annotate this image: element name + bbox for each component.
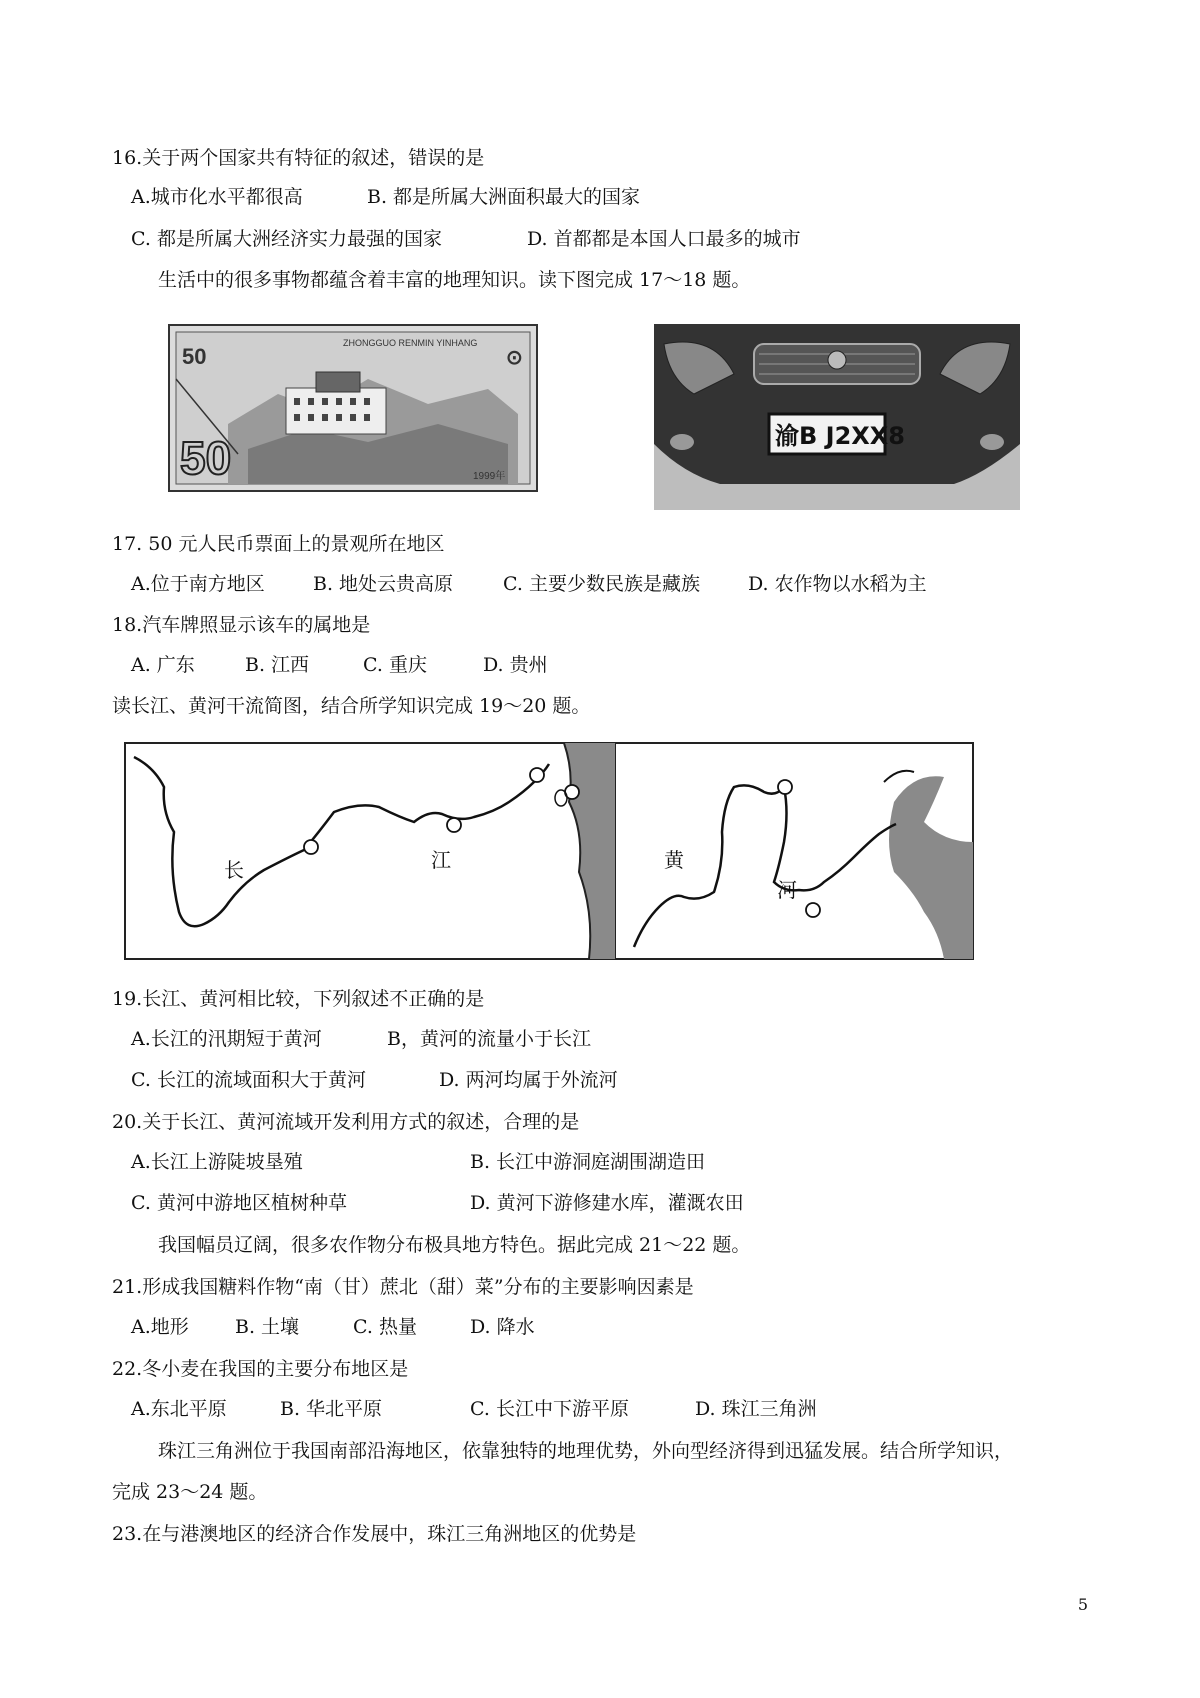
intro-23-24-line2: 完成 23～24 题。 [112, 1481, 268, 1503]
banknote-denomination-top: 50 [182, 344, 207, 369]
q19-option-b: B，黄河的流量小于长江 [387, 1028, 591, 1050]
q22-option-d: D. 珠江三角洲 [695, 1398, 817, 1420]
q20-option-b: B. 长江中游洞庭湖围湖造田 [470, 1151, 706, 1173]
yangtze-label-1: 长 [224, 858, 244, 882]
q19-option-d: D. 两河均属于外流河 [439, 1069, 618, 1091]
q22-option-c: C. 长江中下游平原 [470, 1398, 629, 1420]
q16-option-d: D. 首都都是本国人口最多的城市 [527, 228, 801, 250]
q22-option-a: A.东北平原 [131, 1398, 227, 1420]
yellow-river-label-1: 黄 [664, 848, 684, 872]
banknote-year: 1999年 [473, 471, 506, 482]
q16-option-a: A.城市化水平都很高 [131, 186, 303, 208]
q16-option-b: B. 都是所属大洲面积最大的国家 [367, 186, 641, 208]
q20-option-c: C. 黄河中游地区植树种草 [131, 1192, 347, 1214]
q16-stem: 16.关于两个国家共有特征的叙述，错误的是 [112, 147, 485, 169]
intro-21-22: 我国幅员辽阔，很多农作物分布极具地方特色。据此完成 21～22 题。 [158, 1234, 751, 1256]
q18-option-b: B. 江西 [245, 654, 310, 676]
q19-stem: 19.长江、黄河相比较，下列叙述不正确的是 [112, 988, 485, 1010]
q17-option-c: C. 主要少数民族是藏族 [503, 573, 700, 595]
rivers-map [124, 742, 974, 960]
banknote-denomination-big: 50 [180, 432, 232, 484]
intro-23-24-line1: 珠江三角洲位于我国南部沿海地区，依靠独特的地理优势，外向型经济得到迅猛发展。结合所学知识， [158, 1440, 1014, 1462]
q22-option-b: B. 华北平原 [280, 1398, 383, 1420]
q19-option-c: C. 长江的流域面积大于黄河 [131, 1069, 366, 1091]
q21-stem: 21.形成我国糖料作物“南（甘）蔗北（甜）菜”分布的主要影响因素是 [112, 1276, 694, 1298]
intro-17-18: 生活中的很多事物都蕴含着丰富的地理知识。读下图完成 17～18 题。 [158, 269, 751, 291]
q20-option-d: D. 黄河下游修建水库，灌溉农田 [470, 1192, 744, 1214]
page-number: 5 [1077, 1595, 1088, 1614]
q19-option-a: A.长江的汛期短于黄河 [131, 1028, 322, 1050]
q16-option-c: C. 都是所属大洲经济实力最强的国家 [131, 228, 442, 250]
svg-text:⊙: ⊙ [506, 347, 523, 369]
q20-stem: 20.关于长江、黄河流域开发利用方式的叙述，合理的是 [112, 1111, 580, 1133]
q17-stem: 17. 50 元人民币票面上的景观所在地区 [112, 533, 445, 555]
banknote-image [168, 324, 538, 492]
q18-stem: 18.汽车牌照显示该车的属地是 [112, 614, 371, 636]
banknote-top-text: ZHONGGUO RENMIN YINHANG [343, 338, 478, 348]
q18-option-a: A. 广东 [131, 654, 195, 676]
q17-option-a: A.位于南方地区 [131, 573, 265, 595]
q21-option-d: D. 降水 [470, 1316, 535, 1338]
q23-stem: 23.在与港澳地区的经济合作发展中，珠江三角洲地区的优势是 [112, 1523, 637, 1545]
q21-option-a: A.地形 [131, 1316, 189, 1338]
q21-option-c: C. 热量 [353, 1316, 417, 1338]
q18-option-d: D. 贵州 [483, 654, 548, 676]
yangtze-label-2: 江 [431, 848, 451, 872]
car-image [654, 324, 1020, 510]
q17-option-d: D. 农作物以水稻为主 [748, 573, 927, 595]
q18-option-c: C. 重庆 [363, 654, 427, 676]
license-plate-text: 渝B J2XX8 [775, 422, 905, 450]
q17-option-b: B. 地处云贵高原 [313, 573, 454, 595]
intro-19-20: 读长江、黄河干流简图，结合所学知识完成 19～20 题。 [112, 695, 591, 717]
yellow-river-label-2: 河 [777, 878, 797, 902]
q22-stem: 22.冬小麦在我国的主要分布地区是 [112, 1358, 409, 1380]
q20-option-a: A.长江上游陡坡垦殖 [131, 1151, 303, 1173]
q21-option-b: B. 土壤 [235, 1316, 300, 1338]
